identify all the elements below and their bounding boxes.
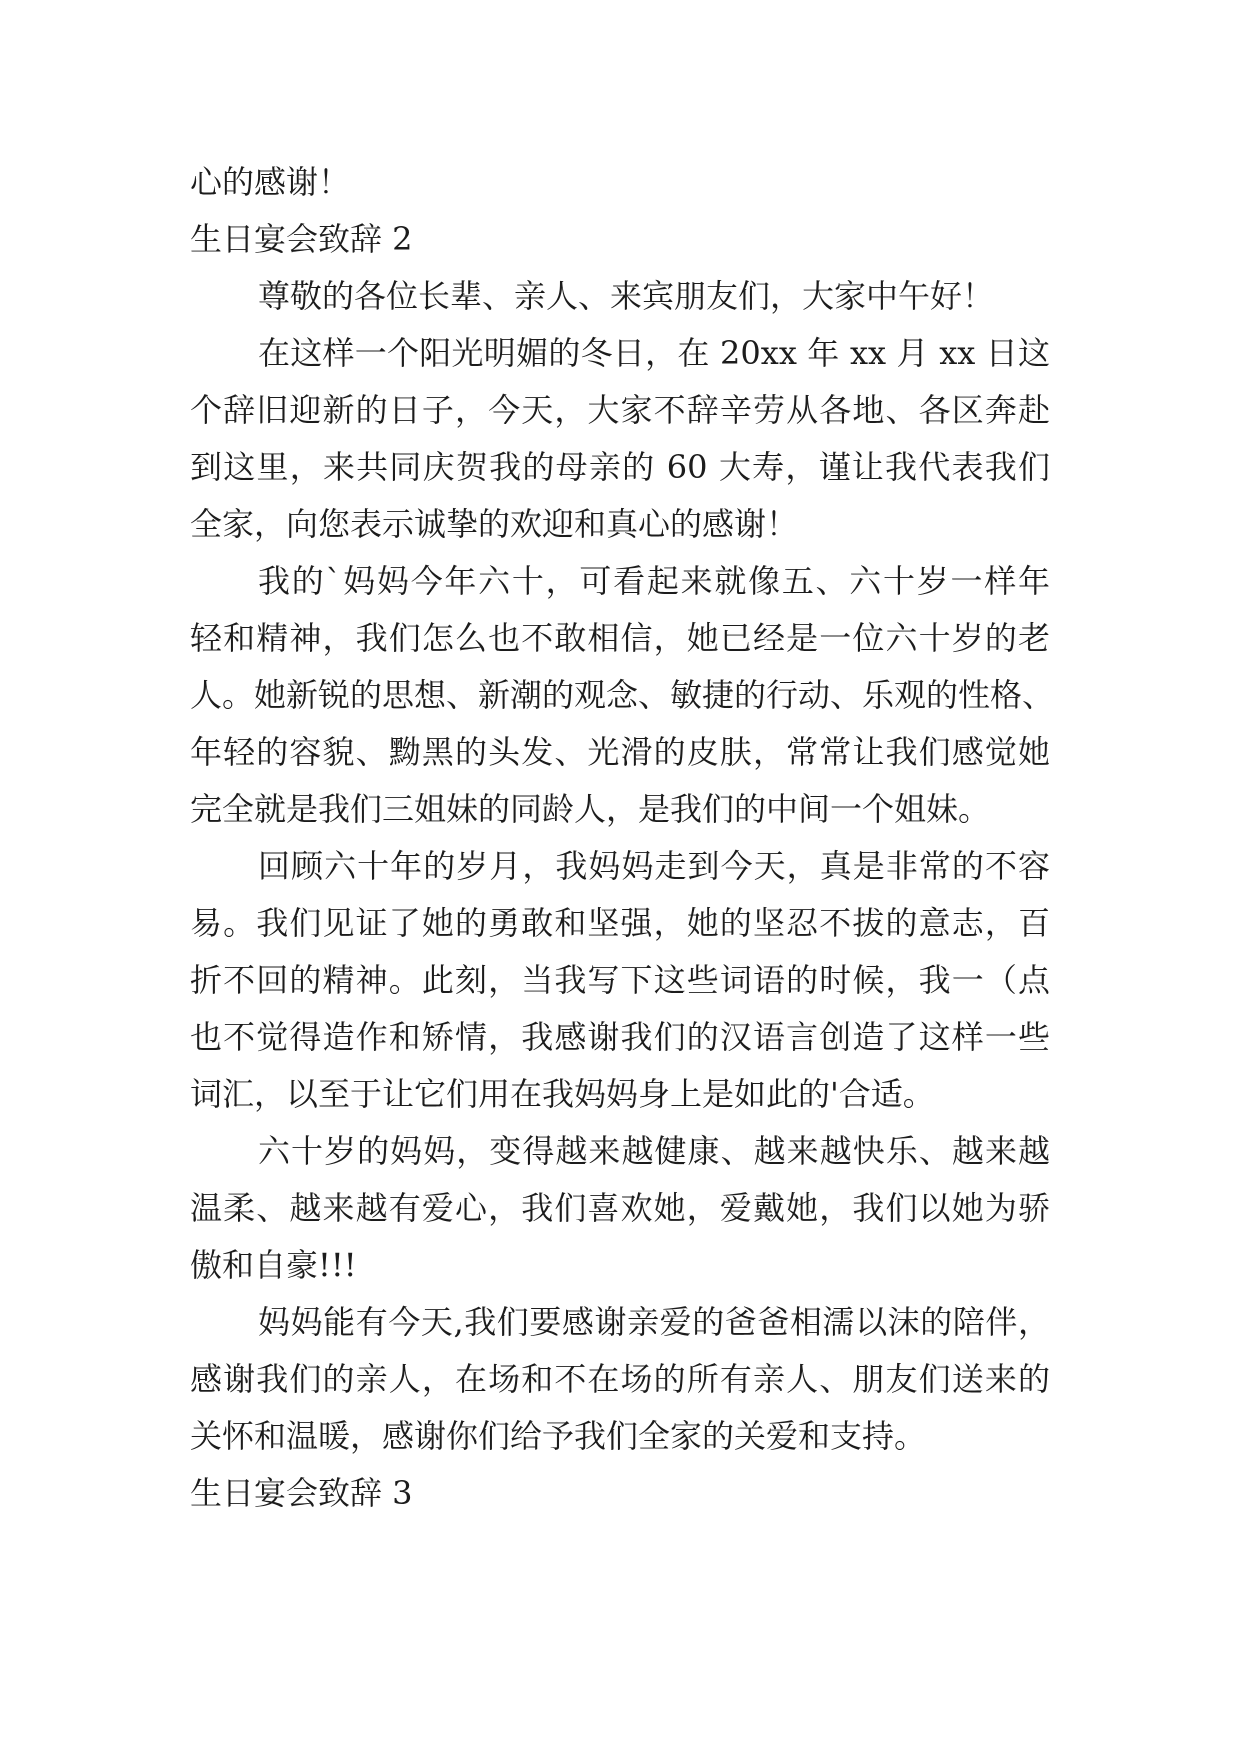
paragraph-1-line-1: 在这样一个阳光明媚的冬日，在 20xx 年 xx 月 xx 日这 bbox=[258, 334, 1050, 372]
text-line-closing: 心的感谢！ bbox=[190, 163, 351, 201]
paragraph-4-line-2: 温柔、越来越有爱心，我们喜欢她，爱戴她，我们以她为骄 bbox=[190, 1189, 1050, 1227]
paragraph-3-line-4: 也不觉得造作和矫情，我感谢我们的汉语言创造了这样一些 bbox=[190, 1018, 1050, 1056]
paragraph-5-line-3: 关怀和温暖，感谢你们给予我们全家的关爱和支持。 bbox=[190, 1417, 927, 1455]
paragraph-2-line-4: 年轻的容貌、黝黑的头发、光滑的皮肤，常常让我们感觉她 bbox=[190, 733, 1050, 771]
section-heading-3: 生日宴会致辞 3 bbox=[190, 1474, 413, 1512]
paragraph-3-line-2: 易。我们见证了她的勇敢和坚强，她的坚忍不拔的意志，百 bbox=[190, 904, 1050, 942]
paragraph-2-line-1: 我的`妈妈今年六十，可看起来就像五、六十岁一样年 bbox=[258, 562, 1050, 600]
section-heading-2: 生日宴会致辞 2 bbox=[190, 220, 413, 258]
salutation-line: 尊敬的各位长辈、亲人、来宾朋友们，大家中午好！ bbox=[258, 277, 995, 315]
paragraph-1-line-3: 到这里，来共同庆贺我的母亲的 60 大寿，谨让我代表我们 bbox=[190, 448, 1050, 486]
paragraph-5-line-2: 感谢我们的亲人，在场和不在场的所有亲人、朋友们送来的 bbox=[190, 1360, 1050, 1398]
paragraph-2-line-2: 轻和精神，我们怎么也不敢相信，她已经是一位六十岁的老 bbox=[190, 619, 1050, 657]
paragraph-3-line-1: 回顾六十年的岁月，我妈妈走到今天，真是非常的不容 bbox=[258, 847, 1050, 885]
paragraph-1-line-4: 全家，向您表示诚挚的欢迎和真心的感谢！ bbox=[190, 505, 799, 543]
paragraph-3-line-5: 词汇，以至于让它们用在我妈妈身上是如此的'合适。 bbox=[190, 1075, 935, 1113]
paragraph-5-line-1: 妈妈能有今天,我们要感谢亲爱的爸爸相濡以沫的陪伴， bbox=[258, 1303, 1050, 1341]
paragraph-3-line-3: 折不回的精神。此刻，当我写下这些词语的时候，我一（点 bbox=[190, 961, 1050, 999]
paragraph-2-line-3: 人。她新锐的思想、新潮的观念、敏捷的行动、乐观的性格、 bbox=[190, 676, 1055, 714]
paragraph-4-line-3: 傲和自豪!!! bbox=[190, 1246, 357, 1284]
paragraph-2-line-5: 完全就是我们三姐妹的同龄人，是我们的中间一个姐妹。 bbox=[190, 790, 991, 828]
paragraph-1-line-2: 个辞旧迎新的日子，今天，大家不辞辛劳从各地、各区奔赴 bbox=[190, 391, 1050, 429]
paragraph-4-line-1: 六十岁的妈妈，变得越来越健康、越来越快乐、越来越 bbox=[258, 1132, 1050, 1170]
